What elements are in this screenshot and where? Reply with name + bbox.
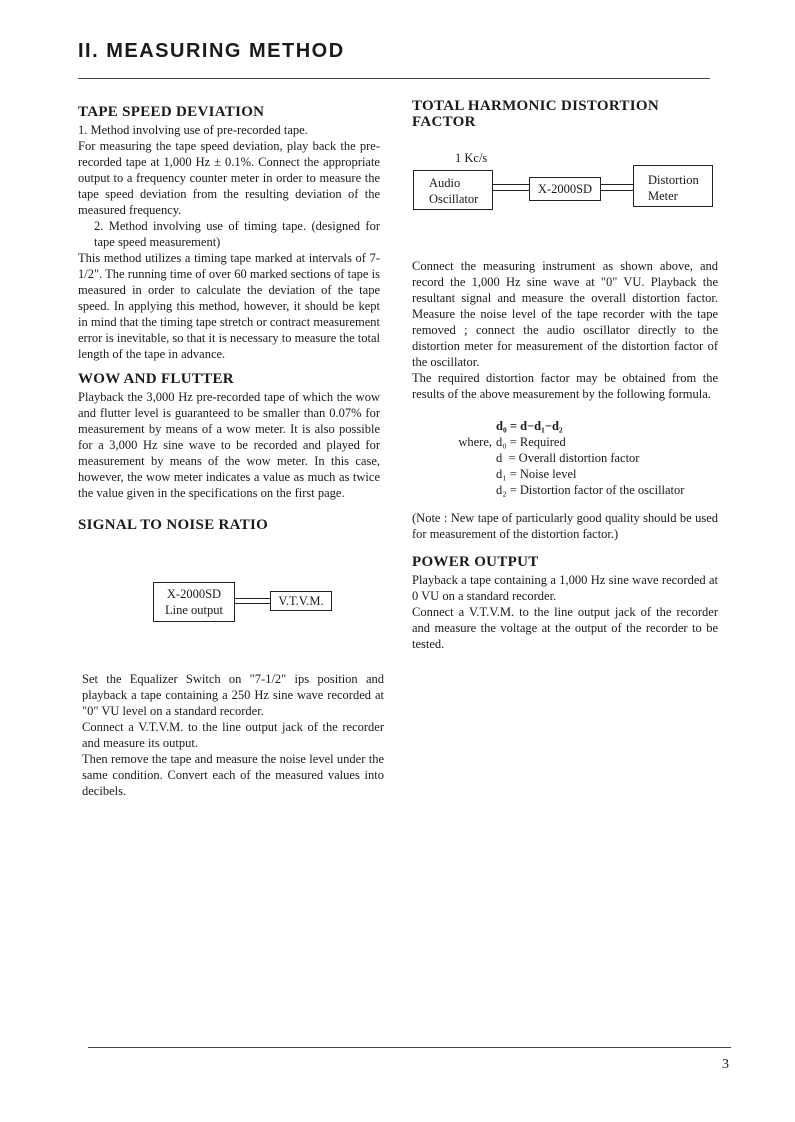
snr-paragraph-2: Connect a V.T.V.M. to the line output jack of the recorder and measure its output. bbox=[82, 720, 384, 750]
thd-paragraph-2: The required distortion factor may be obtained from the results of the above measurement by the following formula. bbox=[412, 371, 718, 401]
formula-def-2: d = Overall distortion factor bbox=[496, 451, 640, 465]
thd-connector2-top bbox=[601, 184, 633, 185]
power-paragraph-1: Playback a tape containing a 1,000 Hz sine wave recorded at 0 VU on a standard recorder. bbox=[412, 573, 718, 603]
frequency-label: 1 Kc/s bbox=[455, 151, 488, 165]
snr-heading: SIGNAL TO NOISE RATIO bbox=[78, 517, 269, 533]
formula-def-1: d₀ = Required bbox=[496, 435, 566, 449]
snr-text bbox=[82, 671, 384, 799]
wow-flutter-heading: WOW AND FLUTTER bbox=[78, 371, 234, 387]
tape-speed-item2-body: This method utilizes a timing tape marked at intervals of 7-1/2". The running time of over 60 marked sections of tape is measured in order to calculate the deviation of the tape speed. In applying this method, however, it should be kept in mind that the timing tape stretch or contract measurement error is inevitable, so that it is necessary to measure the total length of the tape in advance. bbox=[78, 251, 380, 361]
page-number: 3 bbox=[722, 1057, 729, 1072]
formula-main: d₀ = d−d₁−d₂ bbox=[496, 419, 563, 433]
thd-connector1-top bbox=[493, 184, 529, 185]
snr-box1-line1: X-2000SD bbox=[166, 587, 222, 601]
power-output-heading: POWER OUTPUT bbox=[412, 554, 539, 570]
thd-box1-line2: Oscillator bbox=[429, 192, 479, 206]
tape-speed-item2-title: 2. Method involving use of timing tape. (designed for tape speed measurement) bbox=[94, 219, 380, 249]
snr-connector-top bbox=[235, 598, 270, 599]
x2000sd-line-output-box bbox=[153, 582, 235, 622]
left-column bbox=[78, 104, 380, 535]
tape-speed-item1-body: For measuring the tape speed deviation, play back the pre-recorded tape at 1,000 Hz ± 0.1%. Connect the appropriate output to a frequency counter meter in order to measure the tape speed deviation from the resulting deviation of the measured frequency. bbox=[78, 139, 380, 217]
thd-formula bbox=[412, 418, 718, 498]
thd-box2-label: X-2000SD bbox=[537, 182, 593, 196]
snr-box1-line2: Line output bbox=[165, 603, 223, 617]
page-title: II. MEASURING METHOD bbox=[78, 40, 345, 62]
thd-box3-line1: Distortion bbox=[648, 173, 699, 187]
vtvm-box bbox=[270, 591, 332, 611]
snr-paragraph-1: Set the Equalizer Switch on "7-1/2" ips position and playback a tape containing a 250 Hz sine wave recorded at "0" VU level on a standard recorder. bbox=[82, 672, 384, 718]
distortion-meter-box bbox=[633, 165, 713, 207]
thd-text bbox=[412, 258, 718, 652]
footer-rule bbox=[88, 1047, 731, 1048]
thd-connector2-bottom bbox=[601, 190, 633, 191]
thd-box1-line1: Audio bbox=[429, 176, 461, 190]
thd-paragraph-1: Connect the measuring instrument as shown above, and record the 1,000 Hz sine wave at "0" VU. Playback the resultant signal and measure the overall distortion factor. Measure the noise level of the tape recorder with the tape removed ; connect the audio oscillator directly to the distortion meter for measurement of the distortion factor of the oscillator. bbox=[412, 259, 718, 369]
vtvm-label: V.T.V.M. bbox=[278, 594, 324, 608]
snr-paragraph-3: Then remove the tape and measure the noise level under the same condition. Convert each of the measured values into decibels. bbox=[82, 752, 384, 798]
title-rule bbox=[78, 78, 710, 79]
audio-oscillator-box bbox=[413, 170, 493, 210]
tape-speed-item1-title: 1. Method involving use of pre-recorded tape. bbox=[78, 123, 308, 137]
x2000sd-box bbox=[529, 177, 601, 201]
formula-def-4: d₂ = Distortion factor of the oscillator bbox=[496, 483, 685, 497]
snr-connector-bottom bbox=[235, 603, 270, 604]
wow-flutter-body: Playback the 3,000 Hz pre-recorded tape of which the wow and flutter level is guaranteed to be smaller than 0.07% for measurement by means of a wow meter. It is also possible for a 3,000 Hz sine wave to be recorded and played for measurement by means of the wow meter. In this case, however, the wow meter indicates a value as much as twice the value given in the specifications on the first page. bbox=[78, 390, 380, 500]
power-paragraph-2: Connect a V.T.V.M. to the line output jack of the recorder and measure the voltage at the output of the recorder to be tested. bbox=[412, 605, 718, 651]
formula-where: where, bbox=[458, 435, 492, 449]
thd-heading: TOTAL HARMONIC DISTORTION FACTOR bbox=[412, 98, 660, 130]
thd-note: (Note : New tape of particularly good quality should be used for measurement of the distortion factor.) bbox=[412, 511, 718, 541]
thd-box3-line2: Meter bbox=[648, 189, 678, 203]
thd-connector1-bottom bbox=[493, 190, 529, 191]
tape-speed-heading: TAPE SPEED DEVIATION bbox=[78, 104, 265, 120]
formula-def-3: d₁ = Noise level bbox=[496, 467, 577, 481]
